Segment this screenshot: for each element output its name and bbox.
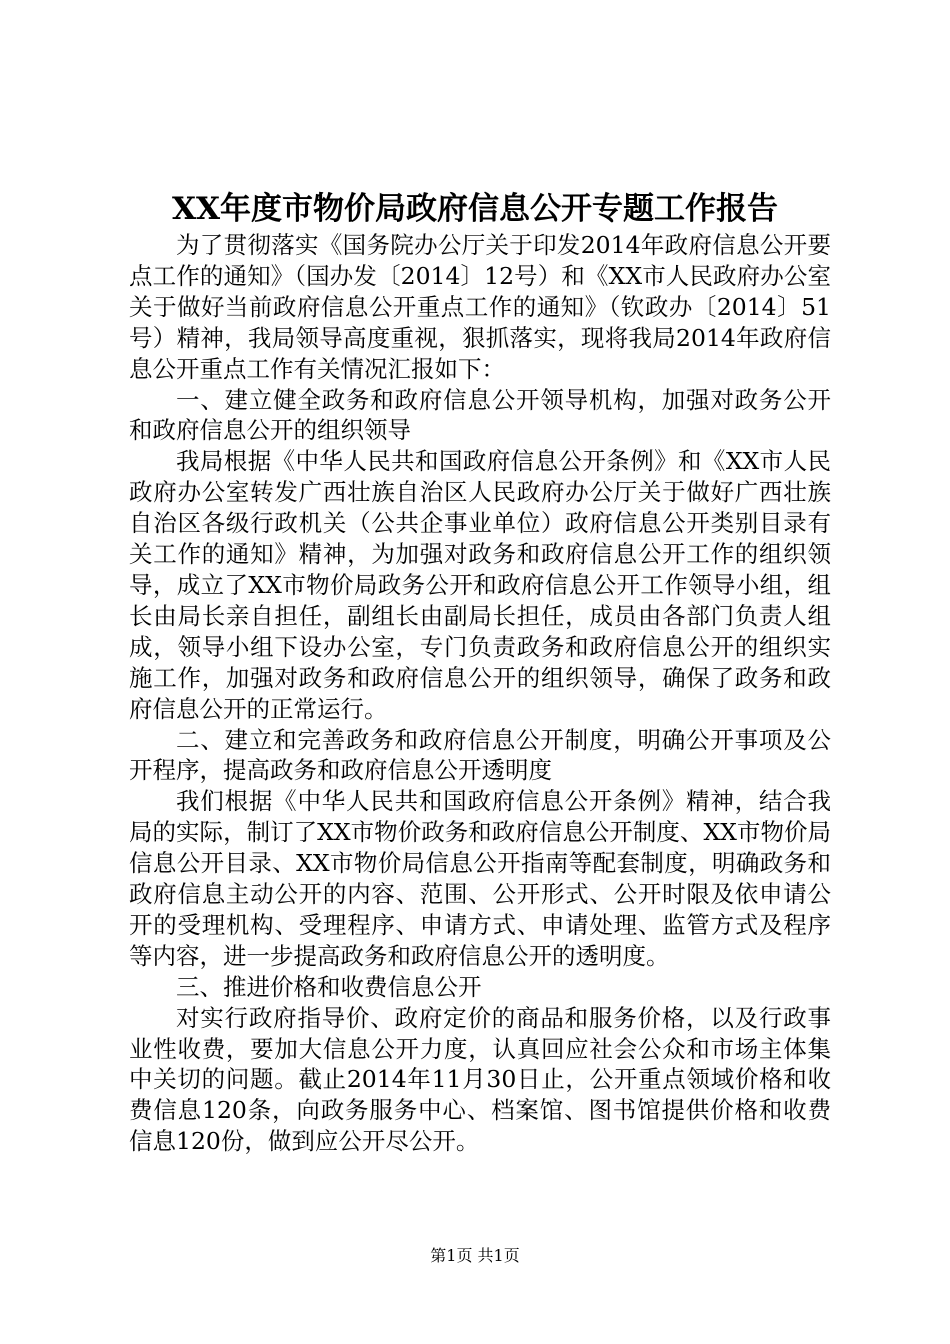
section-heading-2: 二、建立和完善政务和政府信息公开制度，明确公开事项及公开程序，提高政务和政府信息公开透明度 — [129, 725, 831, 785]
section-heading-1: 一、建立健全政务和政府信息公开领导机构，加强对政务公开和政府信息公开的组织领导 — [129, 385, 831, 445]
paragraph-section-3: 对实行政府指导价、政府定价的商品和服务价格，以及行政事业性收费，要加大信息公开力度，认真回应社会公众和市场主体集中关切的问题。截止2014年11月30日止，公开重点领域价格和收费信息120条，向政务服务中心、档案馆、图书馆提供价格和收费信息120份，做到应公开尽公开。 — [129, 1003, 831, 1156]
paragraph-section-2: 我们根据《中华人民共和国政府信息公开条例》精神，结合我局的实际，制订了XX市物价政务和政府信息公开制度、XX市物价局信息公开目录、XX市物价局信息公开指南等配套制度，明确政务和政府信息主动公开的内容、范围、公开形式、公开时限及依申请公开的受理机构、受理程序、申请方式、申请处理、监管方式及程序等内容，进一步提高政务和政府信息公开的透明度。 — [129, 787, 831, 970]
paragraph-intro: 为了贯彻落实《国务院办公厅关于印发2014年政府信息公开要点工作的通知》（国办发〔2014〕12号）和《XX市人民政府办公室关于做好当前政府信息公开重点工作的通知》（钦政办〔2014〕51号）精神，我局领导高度重视，狠抓落实，现将我局2014年政府信息公开重点工作有关情况汇报如下： — [129, 231, 831, 383]
document-title: XX年度市物价局政府信息公开专题工作报告 — [171, 191, 779, 227]
paragraph-section-1: 我局根据《中华人民共和国政府信息公开条例》和《XX市人民政府办公室转发广西壮族自治区人民政府办公厅关于做好广西壮族自治区各级行政机关（公共企事业单位）政府信息公开类别目录有关工作的通知》精神，为加强对政务和政府信息公开工作的组织领导，成立了XX市物价局政务公开和政府信息公开工作领导小组，组长由局长亲自担任，副组长由副局长担任，成员由各部门负责人组成，领导小组下设办公室，专门负责政务和政府信息公开的组织实施工作，加强对政务和政府信息公开的组织领导，确保了政务和政府信息公开的正常运行。 — [129, 447, 831, 723]
page-footer: 第1页 共1页 — [430, 1246, 520, 1265]
document-body — [129, 230, 831, 1157]
section-heading-3: 三、推进价格和收费信息公开 — [176, 972, 482, 1001]
